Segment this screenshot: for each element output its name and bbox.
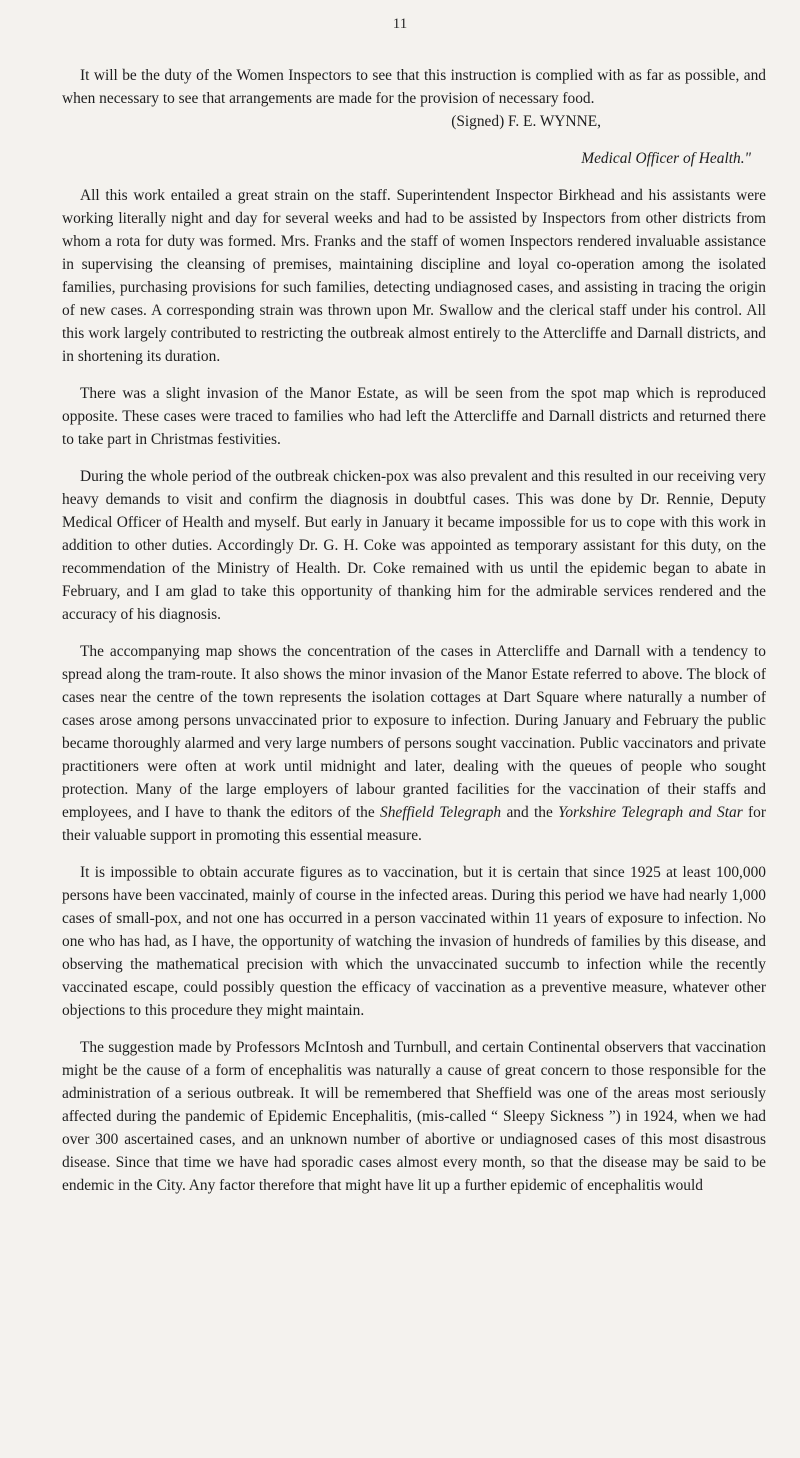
paragraph-1: It will be the duty of the Women Inspectors to see that this instruction is complied with as far as possible, and when necessary to see that arrangements are made for the provision of necessary food. (62, 67, 766, 107)
signature-line: (Signed) F. E. WYNNE, (451, 113, 601, 130)
newspaper-title-2: Yorkshire Telegraph and Star (558, 804, 743, 821)
newspaper-title-1: Sheffield Telegraph (380, 804, 502, 821)
paragraph-4: During the whole period of the outbreak chicken-pox was also prevalent and this resulted in our receiving very heavy demands to visit and confirm the diagnosis in doubtful cases. This was done by Dr. Rennie, Deputy Medical Officer of Health and myself. But early in January it became impossible for us to cope with this work in addition to other duties. Accordingly Dr. G. H. Coke was appointed as temporary assistant for this duty, on the recommendation of the Ministry of Health. Dr. Coke remained with us until the epidemic began to abate in February, and I am glad to take this opportunity of thanking him for the admirable services rendered and the accuracy of his diagnosis. (62, 468, 766, 623)
paragraph-2: All this work entailed a great strain on the staff. Superintendent Inspector Birkhead and his assistants were working literally night and day for several weeks and had to be assisted by Inspectors from other districts from whom a rota for duty was formed. Mrs. Franks and the staff of women Inspectors rendered invaluable assistance in supervising the cleansing of premises, maintaining discipline and loyal co-operation among the isolated families, purchasing provisions for such families, detecting undiagnosed cases, and assisting in tracing the origin of new cases. A corresponding strain was thrown upon Mr. Swallow and the clerical staff under his control. All this work largely contributed to restricting the outbreak almost entirely to the Attercliffe and Darnall districts, and in shortening its duration. (62, 187, 766, 365)
page-number: 11 (392, 16, 408, 32)
paragraph-6: It is impossible to obtain accurate figures as to vaccination, but it is certain that since 1925 at least 100,000 persons have been vaccinated, mainly of course in the infected areas. During this period we have had nearly 1,000 cases of small-pox, and not one has occurred in a person vaccinated within 11 years of exposure to infection. No one who has had, as I have, the opportunity of watching the invasion of hundreds of families by this disease, and observing the mathematical precision with which the unvaccinated succumb to infection while the recently vaccinated escape, could possibly question the efficacy of vaccination as a preventive measure, whatever other objections to this procedure they might maintain. (62, 864, 766, 1019)
paragraph-5-part-a: The accompanying map shows the concentration of the cases in Attercliffe and Darnall with a tendency to spread along the tram-route. It also shows the minor invasion of the Manor Estate referred to above. The block of cases near the centre of the town represents the isolation cottages at Dart Square where naturally a number of cases arose among persons unvaccinated prior to exposure to infection. During January and February the public became thoroughly alarmed and very large numbers of persons sought vaccination. Public vaccinators and private practitioners were often at work until midnight and later, dealing with the queues of people who sought protection. Many of the large employers of labour granted facilities for the vaccination of their staffs and employees, and I have to thank the editors of the (62, 643, 766, 821)
paragraph-5 (62, 640, 766, 847)
paragraph-5-part-c: for their valuable support in promoting this essential measure. (62, 804, 766, 844)
signature-title: Medical Officer of Health." (581, 150, 751, 167)
body-text (62, 64, 766, 1211)
paragraph-7: The suggestion made by Professors McIntosh and Turnbull, and certain Continental observers that vaccination might be the cause of a form of encephalitis was naturally a cause of great concern to those responsible for the administration of a serious outbreak. It will be remembered that Sheffield was one of the areas most seriously affected during the pandemic of Epidemic Encephalitis, (mis-called “ Sleepy Sickness ”) in 1924, when we had over 300 ascertained cases, and an unknown number of abortive or undiagnosed cases of this most disastrous disease. Since that time we have had sporadic cases almost every month, so that the disease may be said to be endemic in the City. Any factor therefore that might have lit up a further epidemic of encephalitis would (62, 1039, 766, 1194)
paragraph-3: There was a slight invasion of the Manor Estate, as will be seen from the spot map which is reproduced opposite. These cases were traced to families who had left the Attercliffe and Darnall districts and returned there to take part in Christmas festivities. (62, 385, 766, 448)
paragraph-5-part-b: and the (501, 804, 559, 821)
